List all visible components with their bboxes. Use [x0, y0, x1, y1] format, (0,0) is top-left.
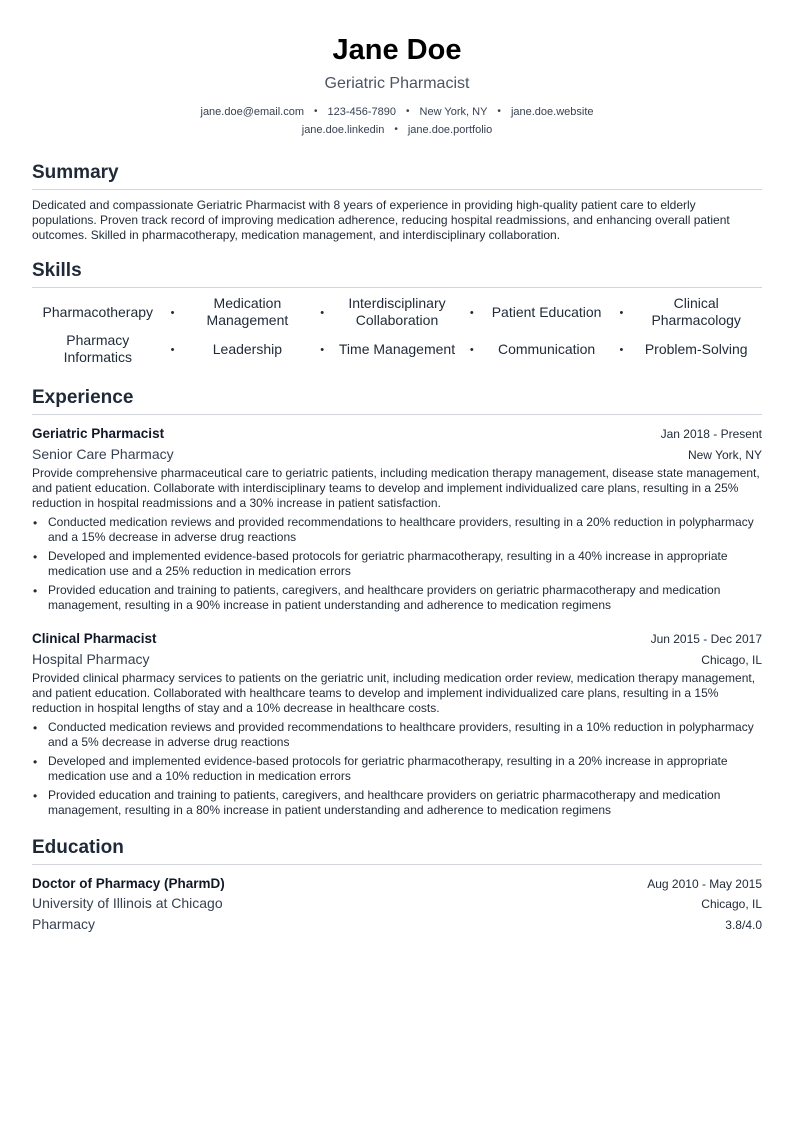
- job-title: Clinical Pharmacist: [32, 631, 157, 646]
- list-item: [32, 515, 762, 545]
- list-item: [32, 754, 762, 784]
- contact-email[interactable]: jane.doe@email.com: [200, 106, 304, 118]
- skill-separator: •: [170, 307, 175, 319]
- skill-separator: •: [619, 307, 624, 319]
- job-header-row: [32, 424, 762, 443]
- bullet-icon: •: [33, 721, 38, 735]
- list-item: [32, 549, 762, 579]
- skill-item: Pharmacotherapy: [42, 303, 154, 320]
- skill-separator: •: [320, 307, 325, 319]
- education-header-row: [32, 874, 762, 893]
- job-company: Senior Care Pharmacy: [32, 446, 174, 462]
- job-achievements: [32, 720, 762, 818]
- skill-item: Interdisciplinary Collaboration: [348, 295, 446, 328]
- skill-separator: •: [170, 344, 175, 356]
- education-section: [32, 836, 762, 935]
- bullet-icon: •: [33, 789, 38, 803]
- education-location: Chicago, IL: [701, 897, 762, 911]
- job-dates: Jun 2015 - Dec 2017: [650, 632, 762, 646]
- job-location: Chicago, IL: [701, 653, 762, 667]
- achievement-text: Conducted medication reviews and provided recommendations to healthcare providers, resulting in a 10% reduction in polypharmacy and a 5% decrease in adverse drug reactions: [48, 720, 754, 749]
- list-item: [32, 788, 762, 818]
- contact-linkedin[interactable]: jane.doe.linkedin: [301, 124, 385, 136]
- list-item: [32, 583, 762, 613]
- contact-line-2: [32, 121, 762, 139]
- contact-phone[interactable]: 123-456-7890: [327, 106, 397, 118]
- education-field-row: [32, 914, 762, 935]
- section-heading: Summary: [32, 161, 762, 190]
- section-heading: Experience: [32, 386, 762, 415]
- job-company-row: [32, 443, 762, 464]
- job-description: Provided clinical pharmacy services to patients on the geriatric unit, including medication order review, medication therapy management, and patient education. Collaborated with healthcare teams to develop and implement individualized care plans, resulting in a 15% reduction in hospital lengths of stay and a 10% decrease in healthcare costs.: [32, 671, 756, 715]
- contact-line-1: [32, 103, 762, 121]
- job-entry: [32, 629, 762, 818]
- separator-dot: •: [497, 106, 501, 117]
- achievement-text: Provided education and training to patients, caregivers, and healthcare providers on geriatric pharmacotherapy and medication management, resulting in a 90% increase in patient understanding and adherence to medication regimens: [48, 583, 721, 612]
- contact-info: [32, 103, 762, 139]
- skill-item: Time Management: [338, 340, 456, 357]
- job-company-row: [32, 648, 762, 669]
- education-dates: Aug 2010 - May 2015: [647, 877, 762, 891]
- job-dates: Jan 2018 - Present: [660, 427, 762, 441]
- job-entry: [32, 424, 762, 613]
- contact-website[interactable]: jane.doe.website: [510, 106, 594, 118]
- bullet-icon: •: [33, 550, 38, 564]
- skills-grid: [32, 295, 762, 366]
- skill-item: Leadership: [212, 340, 283, 357]
- skill-separator: •: [619, 344, 624, 356]
- candidate-title: Geriatric Pharmacist: [324, 75, 470, 92]
- skill-item: Communication: [497, 340, 596, 357]
- job-achievements: [32, 515, 762, 613]
- job-description: Provide comprehensive pharmaceutical care to geriatric patients, including medication therapy management, disease state management, and patient education. Collaborate with interdisciplinary teams to develop and implement individualized care plans, resulting in a 25% reduction in hospital readmissions and a 30% increase in patient satisfaction.: [32, 466, 760, 510]
- job-header-row: [32, 629, 762, 648]
- separator-dot: •: [406, 106, 410, 117]
- skills-section: [32, 259, 762, 366]
- bullet-icon: •: [33, 755, 38, 769]
- job-location: New York, NY: [687, 448, 762, 462]
- section-heading: Skills: [32, 259, 762, 288]
- skill-separator: •: [469, 344, 474, 356]
- summary-section: [32, 161, 762, 243]
- education-degree: Doctor of Pharmacy (PharmD): [32, 876, 225, 891]
- achievement-text: Developed and implemented evidence-based protocols for geriatric pharmacotherapy, resulting in a 20% increase in appropriate medication use and a 10% reduction in medication errors: [48, 754, 728, 783]
- skill-item: Clinical Pharmacology: [651, 295, 741, 328]
- separator-dot: •: [314, 106, 318, 117]
- experience-section: [32, 386, 762, 818]
- list-item: [32, 720, 762, 750]
- skill-separator: •: [320, 344, 325, 356]
- education-school: University of Illinois at Chicago: [32, 895, 223, 911]
- candidate-name: Jane Doe: [332, 34, 462, 66]
- job-title: Geriatric Pharmacist: [32, 426, 165, 441]
- bullet-icon: •: [33, 516, 38, 530]
- skill-item: Medication Management: [206, 295, 289, 328]
- contact-portfolio[interactable]: jane.doe.portfolio: [407, 124, 493, 136]
- skill-item: Pharmacy Informatics: [63, 332, 133, 365]
- education-entry: [32, 874, 762, 935]
- resume-header: [32, 32, 762, 139]
- education-school-row: [32, 893, 762, 914]
- summary-text: Dedicated and compassionate Geriatric Pharmacist with 8 years of experience in providing high-quality patient care to elderly populations. Proven track record of improving medication adherence, reducing hospital readmissions, and enhancing overall patient outcomes. Skilled in pharmacotherapy, medication management, and interdisciplinary collaboration.: [32, 198, 730, 242]
- achievement-text: Conducted medication reviews and provided recommendations to healthcare providers, resulting in a 20% reduction in polypharmacy and a 15% decrease in adverse drug reactions: [48, 515, 754, 544]
- job-company: Hospital Pharmacy: [32, 651, 150, 667]
- skill-item: Patient Education: [491, 303, 602, 320]
- achievement-text: Provided education and training to patients, caregivers, and healthcare providers on geriatric pharmacotherapy and medication management, resulting in a 80% increase in patient understanding and adherence to medication regimens: [48, 788, 721, 817]
- section-heading: Education: [32, 836, 762, 865]
- bullet-icon: •: [33, 584, 38, 598]
- education-gpa: 3.8/4.0: [725, 918, 762, 932]
- achievement-text: Developed and implemented evidence-based protocols for geriatric pharmacotherapy, resulting in a 40% increase in appropriate medication use and a 25% reduction in medication errors: [48, 549, 728, 578]
- separator-dot: •: [394, 124, 398, 135]
- skill-separator: •: [469, 307, 474, 319]
- education-field: Pharmacy: [32, 916, 96, 932]
- contact-location: New York, NY: [419, 106, 488, 118]
- skill-item: Problem-Solving: [644, 340, 748, 357]
